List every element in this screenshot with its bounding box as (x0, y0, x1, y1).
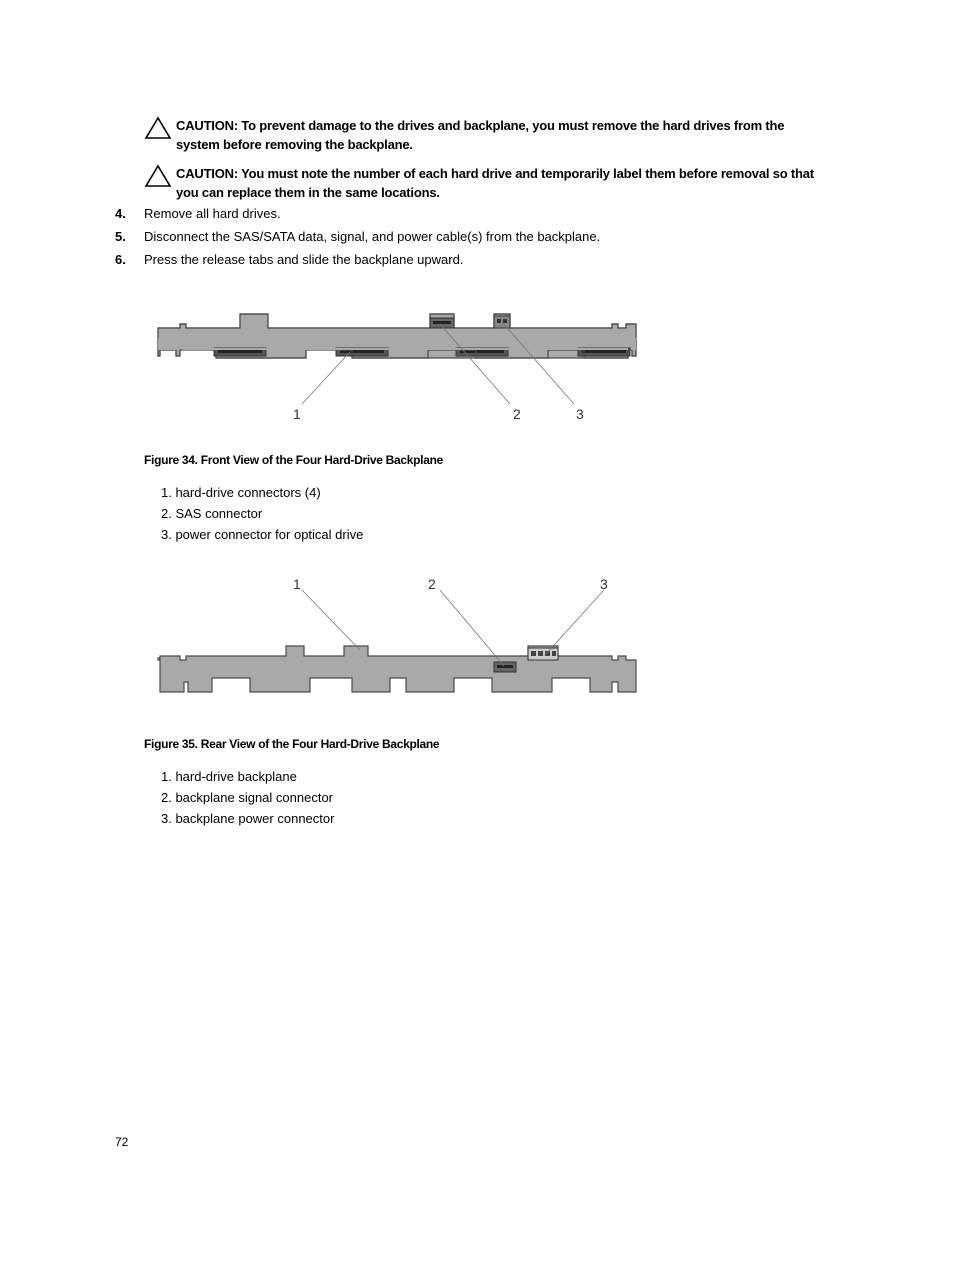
step-number: 6. (115, 252, 126, 267)
legend-item: 1. hard-drive backplane (161, 769, 297, 784)
callout-2: 2 (428, 576, 436, 592)
figure-35-caption: Figure 35. Rear View of the Four Hard-Drive Backplane (144, 737, 440, 751)
callout-1: 1 (293, 406, 301, 422)
legend-item: 2. SAS connector (161, 506, 263, 521)
figure-34-legend (161, 482, 363, 545)
step-number: 5. (115, 229, 126, 244)
legend-item: 2. backplane signal connector (161, 790, 334, 805)
backplane-power-connector (528, 648, 558, 660)
backplane-signal-connector (494, 662, 516, 672)
figure-35-legend (161, 766, 334, 829)
step-text: Press the release tabs and slide the backplane upward. (144, 252, 464, 267)
warning-triangle-icon (144, 164, 172, 188)
figure-34-caption: Figure 34. Front View of the Four Hard-Drive Backplane (144, 453, 443, 467)
figure-35-rear-view-illustration (156, 572, 642, 698)
step-text: Remove all hard drives. (144, 206, 281, 221)
step-text: Disconnect the SAS/SATA data, signal, and power cable(s) from the backplane. (144, 229, 601, 244)
backplane-board (158, 646, 636, 692)
legend-item: 1. hard-drive connectors (4) (161, 485, 321, 500)
caution-text: CAUTION: You must note the number of each hard drive and temporarily label them before removal so that you can replace them in the same locations. (176, 166, 814, 200)
legend-item: 3. backplane power connector (161, 811, 335, 826)
warning-triangle-icon (144, 116, 172, 140)
callout-2: 2 (513, 406, 521, 422)
figure-34-front-view-illustration (156, 308, 642, 426)
step-number: 4. (115, 206, 126, 221)
page-number: 72 (115, 1135, 129, 1149)
caution-text: CAUTION: To prevent damage to the drives and backplane, you must remove the hard drives from the system before removing the backplane. (176, 118, 785, 152)
legend-item: 3. power connector for optical drive (161, 527, 364, 542)
callout-3: 3 (600, 576, 608, 592)
callout-1: 1 (293, 576, 301, 592)
callout-3: 3 (576, 406, 584, 422)
